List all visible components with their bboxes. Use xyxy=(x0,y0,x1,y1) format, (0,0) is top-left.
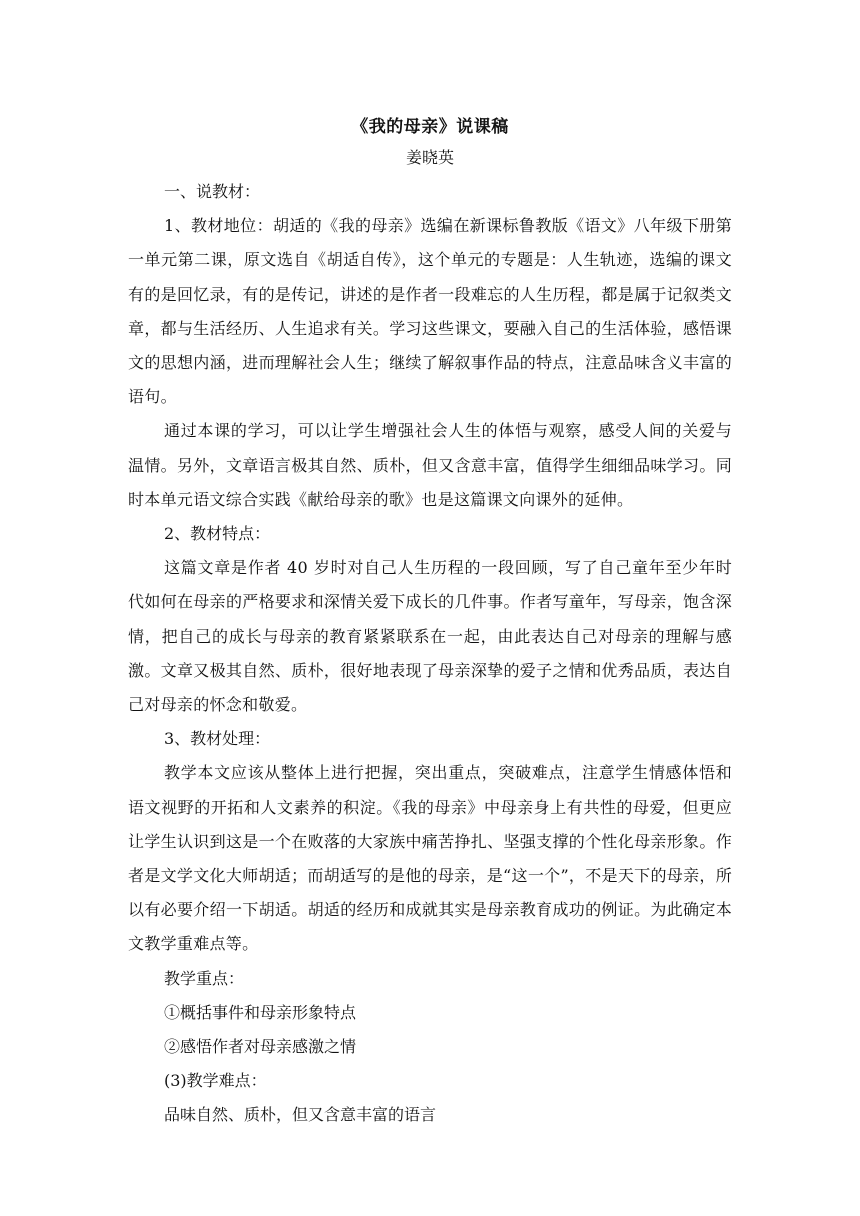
subheading-textbook-features: 2、教材特点： xyxy=(164,524,271,544)
paragraph-textbook-features: 这篇文章是作者 40 岁时对自己人生历程的一段回顾，写了自己童年至少年时代如何在母亲的严格要求和深情关爱下成长的几件事。作者写童年，写母亲，饱含深情，把自己的成长与母亲的教育紧紧联系在一起，由此表达自己对母亲的理解与感激。文章又极其自然、质朴，很好地表现了母亲深挚的爱子之情和优秀品质，表达自己对母亲的怀念和敬爱。 xyxy=(128,558,732,715)
label-teaching-difficulty: (3)教学难点： xyxy=(164,1071,267,1091)
teaching-focus-item-2: ②感悟作者对母亲感激之情 xyxy=(164,1037,357,1057)
teaching-focus-item-1: ①概括事件和母亲形象特点 xyxy=(164,1002,357,1022)
document-title: 《我的母亲》说课稿 xyxy=(351,117,509,137)
paragraph-learning-value: 通过本课的学习，可以让学生增强社会人生的体悟与观察，感受人间的关爱与温情。另外，文章语言极其自然、质朴，但又含意丰富，值得学生细细品味学习。同时本单元语文综合实践《献给母亲的歌》也是这篇课文向课外的延伸。 xyxy=(128,421,732,509)
paragraph-textbook-handling: 教学本文应该从整体上进行把握，突出重点，突破难点，注意学生情感体悟和语文视野的开拓和人文素养的积淀。《我的母亲》中母亲身上有共性的母爱，但更应让学生认识到这是一个在败落的大家族中痛苦挣扎、坚强支撑的个性化母亲形象。作者是文学文化大师胡适；而胡适写的是他的母亲，是“这一个”，不是天下的母亲，所以有必要介绍一下胡适。胡适的经历和成就其实是母亲教育成功的例证。为此确定本文教学重难点等。 xyxy=(128,763,732,954)
subheading-textbook-handling: 3、教材处理： xyxy=(164,729,271,749)
author-name: 姜晓英 xyxy=(405,148,454,167)
paragraph-textbook-status: 1、教材地位：胡适的《我的母亲》选编在新课标鲁教版《语文》八年级下册第一单元第二课，原文选自《胡适自传》，这个单元的专题是：人生轨迹，选编的课文有的是回忆录，有的是传记，讲述的是作者一段难忘的人生历程，都是属于记叙类文章，都与生活经历、人生追求有关。学习这些课文，要融入自己的生活体验，感悟课文的思想内涵，进而理解社会人生；继续了解叙事作品的特点，注意品味含义丰富的语句。 xyxy=(128,216,732,407)
document-body xyxy=(128,175,732,1133)
teaching-difficulty-item: 品味自然、质朴，但又含意丰富的语言 xyxy=(164,1105,437,1125)
section-heading-textbook: 一、说教材： xyxy=(164,182,261,201)
label-teaching-focus: 教学重点： xyxy=(164,968,245,988)
